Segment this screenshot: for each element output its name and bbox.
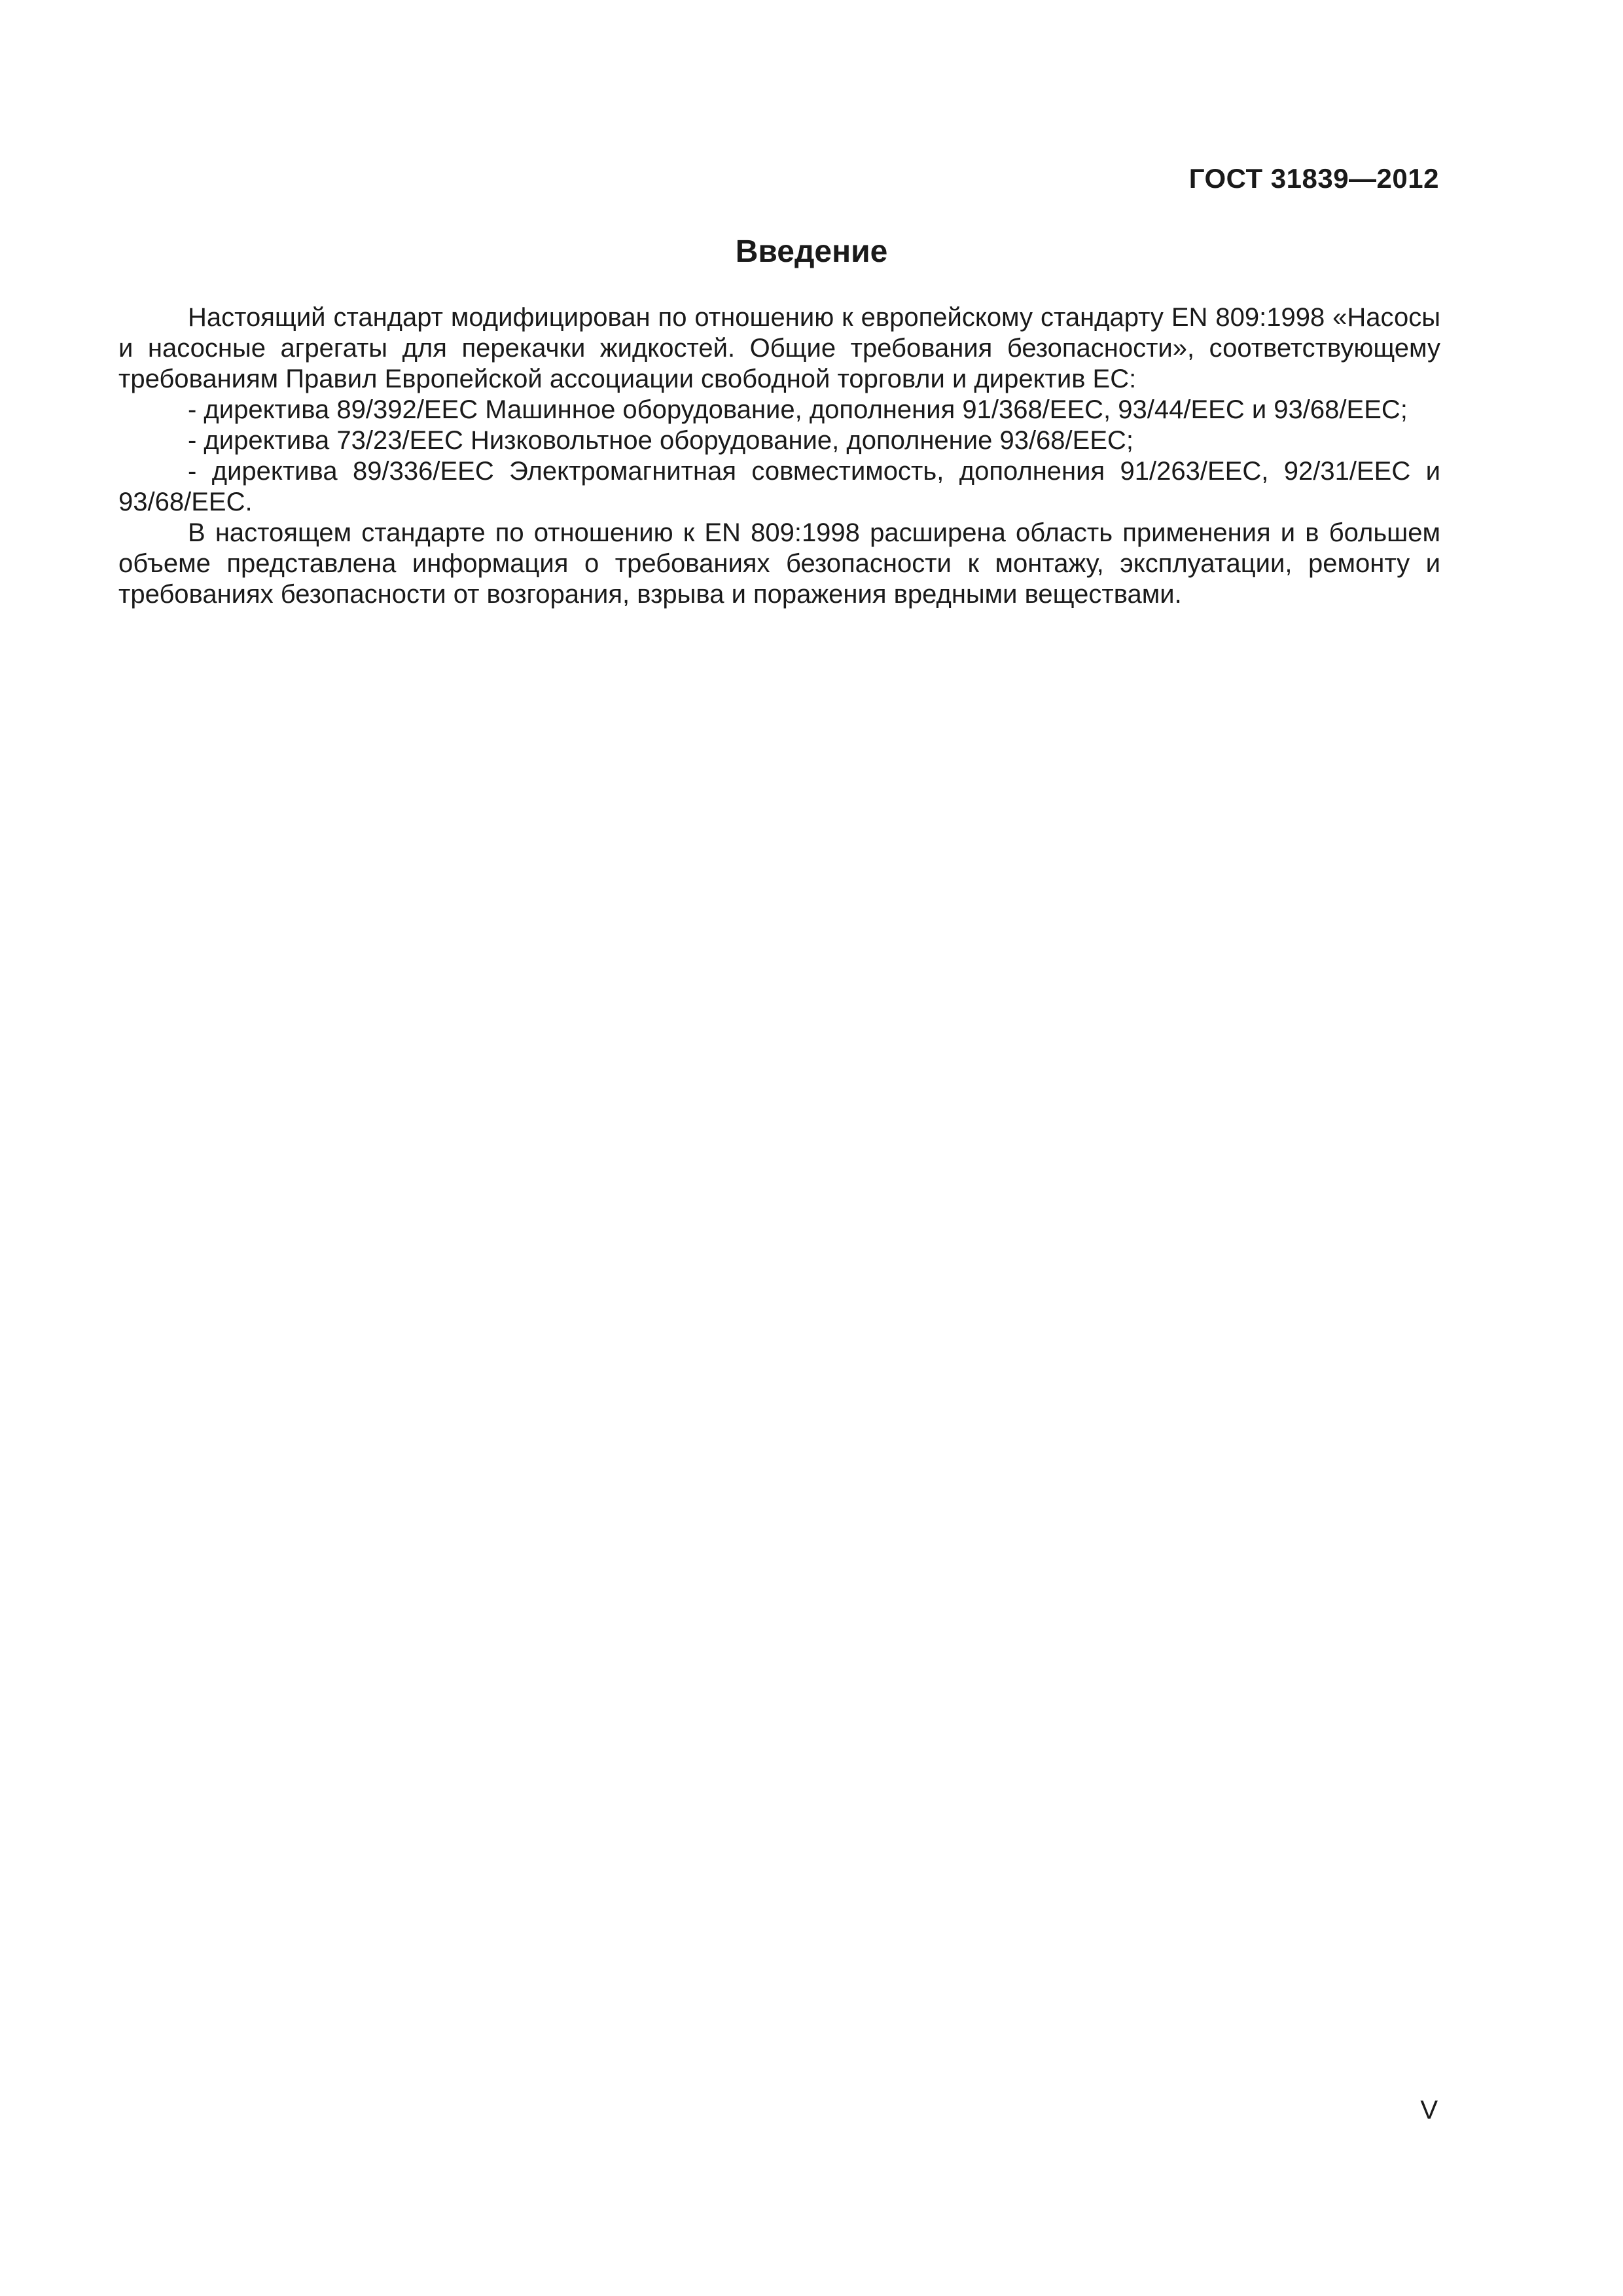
introduction-body xyxy=(118,302,1440,610)
intro-paragraph: Настоящий стандарт модифицирован по отношению к европейскому стандарту EN 809:1998 «Насосы и насосные агрегаты для перекачки жидкостей. Общие требования безопасности», соответствующему требованиям Правил Европейской ассоциации свободной торговли и директив ЕС: xyxy=(118,303,1440,393)
section-title: Введение xyxy=(735,234,888,269)
page-number: V xyxy=(1420,2096,1438,2125)
scope-paragraph: В настоящем стандарте по отношению к EN 809:1998 расширена область применения и в большем объеме представлена информация о требованиях безопасности к монтажу, эксплуатации, ремонту и требованиях безопасности от возгорания, взрыва и поражения вредными веществами. xyxy=(118,518,1440,609)
directive-item: - директива 89/336/ЕЕС Электромагнитная совместимость, дополнения 91/263/ЕЕС, 92/31/ЕЕС и 93/68/ЕЕС. xyxy=(118,457,1440,516)
directive-item: - директива 73/23/ЕЕС Низковольтное оборудование, дополнение 93/68/ЕЕС; xyxy=(188,426,1134,455)
document-code: ГОСТ 31839—2012 xyxy=(1188,163,1439,194)
directive-item: - директива 89/392/ЕЕС Машинное оборудование, дополнения 91/368/EEC, 93/44/EEC и 93/68/EEC; xyxy=(188,395,1408,424)
